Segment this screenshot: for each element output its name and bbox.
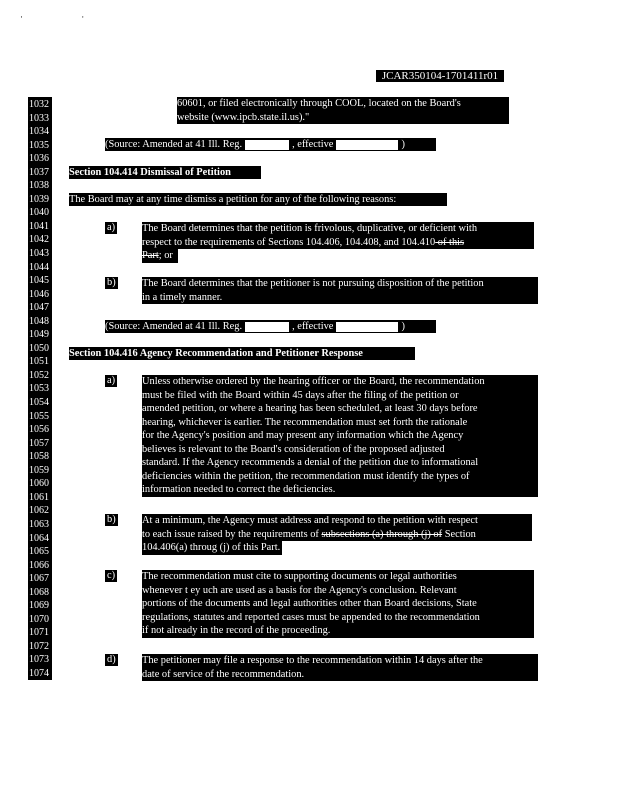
item-a-line: The Board determines that the petition is frivolous, duplicative, or deficient with xyxy=(142,223,478,234)
section-104-414-intro: The Board may at any time dismiss a petition for any of the following reasons: xyxy=(69,193,447,206)
line-number: 1058 xyxy=(28,449,52,463)
paragraph-line: must be filed with the Board within 45 days after the filing of the petition or xyxy=(142,389,459,401)
source-prefix: (Source: Amended at 41 Ill. Reg. xyxy=(105,139,243,150)
line-number: 1056 xyxy=(28,422,52,436)
line-number: 1057 xyxy=(28,436,52,450)
recommendation-item-d xyxy=(142,654,538,681)
line-number: 1059 xyxy=(28,463,52,477)
line-number: 1054 xyxy=(28,395,52,409)
line-number: 1052 xyxy=(28,368,52,382)
paragraph-line: regulations, statutes and reported cases must be appended to the recommendation xyxy=(142,611,480,623)
line-number: 1053 xyxy=(28,381,52,395)
paragraph-line: The petitioner may file a response to the recommendation within 14 days after the xyxy=(142,655,483,666)
line-number: 1044 xyxy=(28,260,52,274)
source-note-2 xyxy=(105,320,436,333)
paragraph-line: 104.406(a) throug (j) of this Part. xyxy=(142,542,281,553)
item-b-label: b) xyxy=(107,514,116,525)
intro-block xyxy=(177,97,509,124)
line-number: 1069 xyxy=(28,598,52,612)
paragraph-line: information needed to correct the deficiencies. xyxy=(142,484,336,495)
item-b-label: b) xyxy=(107,277,116,288)
line-number: 1074 xyxy=(28,666,52,680)
paragraph-line: standard. If the Agency recommends a denial of the petition due to informational xyxy=(142,457,479,468)
line-number: 1055 xyxy=(28,409,52,423)
item-a-line2: respect to the requirements of Sections 104.406, 104.408, and 104.410 xyxy=(142,236,436,248)
item-b-text xyxy=(142,277,538,304)
section-heading-104-416: Section 104.416 Agency Recommendation and Petitioner Response xyxy=(69,347,415,360)
line-number: 1042 xyxy=(28,232,52,246)
line-number: 1033 xyxy=(28,111,52,125)
line-number: 1050 xyxy=(28,341,52,355)
line-number: 1051 xyxy=(28,354,52,368)
paragraph-line: date of service of the recommendation. xyxy=(142,668,305,680)
paragraph-line: At a minimum, the Agency must address and respond to the petition with respect xyxy=(142,515,478,526)
paragraph-line: if not already in the record of the proceeding. xyxy=(142,625,331,636)
source-middle: , effective xyxy=(292,139,334,150)
line-number: 1062 xyxy=(28,503,52,517)
line-number-column xyxy=(28,97,52,680)
line-number: 1045 xyxy=(28,273,52,287)
paragraph-line: portions of the documents and legal authorities other than Board decisions, State xyxy=(142,598,477,609)
line-number: 1068 xyxy=(28,585,52,599)
scan-specks: · · xyxy=(20,12,113,22)
line-number: 1065 xyxy=(28,544,52,558)
item-a-line xyxy=(142,236,534,250)
recommendation-item-b-line3 xyxy=(142,541,282,555)
struck-text: Part xyxy=(142,250,159,261)
paragraph-line xyxy=(142,528,532,542)
line-number: 1034 xyxy=(28,124,52,138)
item-a-line3-rest: ; or xyxy=(158,250,173,261)
intro-line: 60601, or filed electronically through COOL, located on the Board's xyxy=(177,98,461,109)
paragraph-line: deficiencies within the petition, the recommendation must identify the types of xyxy=(142,470,470,482)
item-a-label: a) xyxy=(107,222,116,233)
recommendation-item-a xyxy=(142,375,538,497)
line-number: 1049 xyxy=(28,327,52,341)
struck-text: subsections (a) through (j) of xyxy=(321,528,443,540)
line-number: 1037 xyxy=(28,165,52,179)
intro-line: website (www.ipcb.state.il.us)." xyxy=(177,111,310,123)
paragraph-line: Unless otherwise ordered by the hearing officer or the Board, the recommendation xyxy=(142,376,485,387)
paragraph-line: The recommendation must cite to supporting documents or legal authorities xyxy=(142,571,457,582)
line-number: 1046 xyxy=(28,287,52,301)
blank-field xyxy=(245,322,289,332)
item-d-label: d) xyxy=(107,654,116,665)
blank-field xyxy=(336,140,398,150)
line-number: 1072 xyxy=(28,639,52,653)
line-number: 1039 xyxy=(28,192,52,206)
line-number: 1061 xyxy=(28,490,52,504)
document-id: JCAR350104-1701411r01 xyxy=(376,70,504,82)
line-number: 1040 xyxy=(28,205,52,219)
line-number: 1032 xyxy=(28,97,52,111)
line-number: 1060 xyxy=(28,476,52,490)
line-number: 1070 xyxy=(28,612,52,626)
line-number: 1063 xyxy=(28,517,52,531)
line-number: 1041 xyxy=(28,219,52,233)
line-number: 1071 xyxy=(28,625,52,639)
paragraph-line: whenever t ey uch are used as a basis for the Agency's conclusion. Relevant xyxy=(142,584,457,596)
line-number: 1038 xyxy=(28,178,52,192)
struck-text: of this xyxy=(435,236,465,248)
source-suffix: ) xyxy=(401,321,405,332)
line-text: Section xyxy=(442,528,476,540)
paragraph-line: for the Agency's position and may present any information which the Agency xyxy=(142,430,464,441)
line-number: 1073 xyxy=(28,652,52,666)
line-number: 1035 xyxy=(28,138,52,152)
item-a-label: a) xyxy=(107,375,116,386)
line-number: 1036 xyxy=(28,151,52,165)
blank-field xyxy=(245,140,289,150)
item-b-line: in a timely manner. xyxy=(142,291,223,303)
source-suffix: ) xyxy=(401,139,405,150)
line-number: 1067 xyxy=(28,571,52,585)
line-number: 1048 xyxy=(28,314,52,328)
source-middle: , effective xyxy=(292,321,334,332)
line-number: 1064 xyxy=(28,531,52,545)
item-a-text xyxy=(142,222,534,249)
item-a-line3 xyxy=(142,249,178,263)
line-number: 1066 xyxy=(28,558,52,572)
blank-field xyxy=(336,322,398,332)
item-c-label: c) xyxy=(107,570,116,581)
line-number: 1047 xyxy=(28,300,52,314)
recommendation-item-b xyxy=(142,514,532,541)
line-number: 1043 xyxy=(28,246,52,260)
line-text: to each issue raised by the requirements of xyxy=(142,528,322,540)
recommendation-item-c xyxy=(142,570,534,638)
section-heading-104-414: Section 104.414 Dismissal of Petition xyxy=(69,166,261,179)
source-prefix: (Source: Amended at 41 Ill. Reg. xyxy=(105,321,243,332)
source-note-1 xyxy=(105,138,436,151)
item-b-line: The Board determines that the petitioner is not pursuing disposition of the petition xyxy=(142,278,484,289)
paragraph-line: amended petition, or where a hearing has been scheduled, at least 30 days before xyxy=(142,403,478,414)
paragraph-line: hearing, whichever is earlier. The recommendation must set forth the rationale xyxy=(142,416,468,428)
paragraph-line: believes is relevant to the Board's consideration of the proposed adjusted xyxy=(142,443,445,455)
